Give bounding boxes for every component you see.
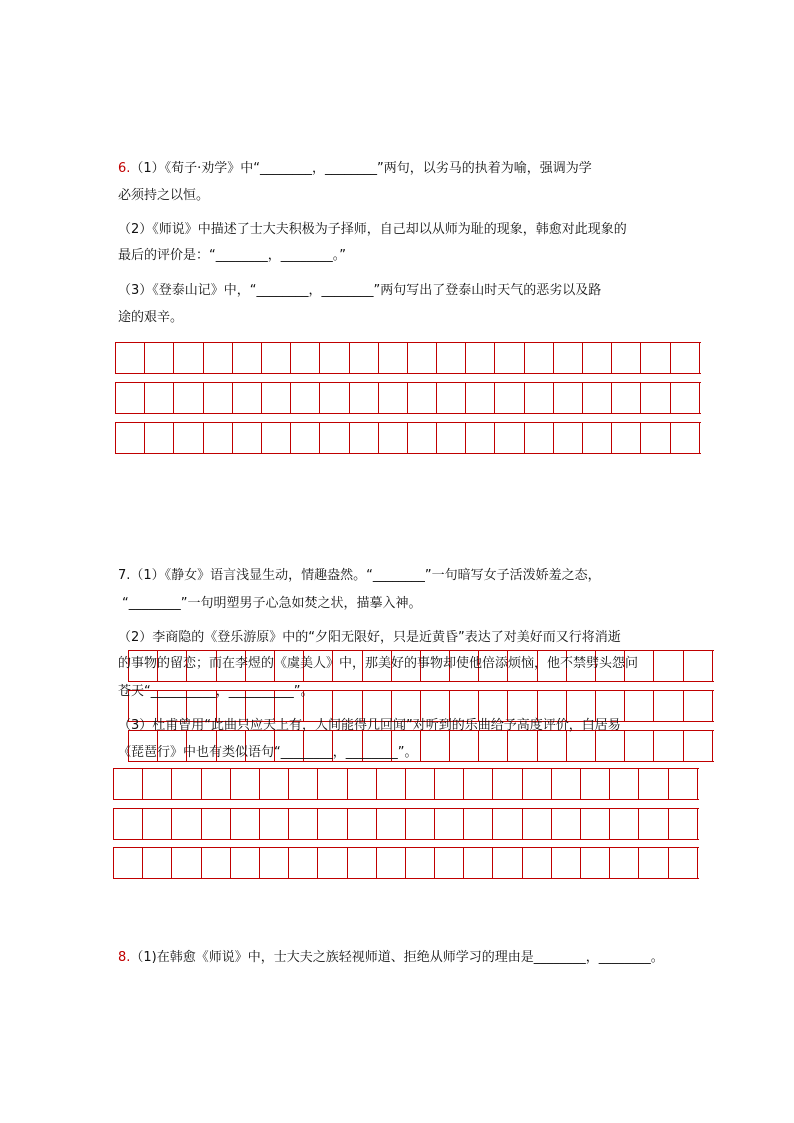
grid-cell[interactable] — [377, 809, 406, 839]
grid-cell[interactable] — [333, 691, 362, 721]
grid-cell[interactable] — [116, 343, 145, 373]
grid-cell[interactable] — [406, 769, 435, 799]
grid-cell[interactable] — [348, 809, 377, 839]
grid-cell[interactable] — [610, 769, 639, 799]
q6-line-6: 途的艰辛。 — [118, 310, 184, 325]
grid-cell[interactable] — [318, 848, 347, 878]
grid-cell[interactable] — [610, 809, 639, 839]
grid-cell[interactable] — [466, 343, 495, 373]
grid-cell[interactable] — [204, 383, 233, 413]
grid-cell[interactable] — [174, 423, 203, 453]
grid-cell[interactable] — [350, 423, 379, 453]
grid-cell[interactable] — [495, 343, 524, 373]
grid-cell[interactable] — [116, 383, 145, 413]
grid-cell[interactable] — [260, 809, 289, 839]
grid-cell[interactable] — [202, 809, 231, 839]
grid-cell[interactable] — [145, 343, 174, 373]
grid-cell[interactable] — [262, 383, 291, 413]
grid-cell[interactable] — [114, 848, 143, 878]
grid-cell[interactable] — [143, 848, 172, 878]
grid-cell[interactable] — [143, 769, 172, 799]
grid-cell[interactable] — [583, 383, 612, 413]
q6-line-5: （3）《登泰山记》中，“________，________”两句写出了登泰山时天气的恶劣以及路 — [118, 283, 602, 298]
grid-cell[interactable] — [523, 809, 552, 839]
q6-line-4: 最后的评价是：“________，________。” — [118, 248, 346, 263]
q7-line-7: 《琵琶行》中也有类似语句“________，________”。 — [118, 745, 418, 760]
q7-line-1: 7.（1）《静女》语言浅显生动，情趣盎然。“________”一句暗写女子活泼娇羞之态， — [118, 568, 601, 583]
grid-cell[interactable] — [318, 769, 347, 799]
grid-cell[interactable] — [639, 769, 668, 799]
q7-line-3: （2）李商隐的《登乐游原》中的“夕阳无限好，只是近黄昏”表达了对美好而又行将消逝 — [118, 630, 621, 645]
grid-cell[interactable] — [233, 383, 262, 413]
grid-cell[interactable] — [233, 423, 262, 453]
grid-cell[interactable] — [654, 731, 683, 761]
grid-cell[interactable] — [612, 383, 641, 413]
grid-cell[interactable] — [479, 731, 508, 761]
grid-cell[interactable] — [581, 848, 610, 878]
grid-cell[interactable] — [466, 423, 495, 453]
grid-cell[interactable] — [262, 423, 291, 453]
grid-cell[interactable] — [641, 423, 670, 453]
grid-cell[interactable] — [508, 691, 537, 721]
grid-cell[interactable] — [174, 383, 203, 413]
grid-cell[interactable] — [406, 809, 435, 839]
grid-cell[interactable] — [172, 848, 201, 878]
grid-cell[interactable] — [596, 691, 625, 721]
grid-cell[interactable] — [379, 343, 408, 373]
grid-cell[interactable] — [202, 769, 231, 799]
grid-cell[interactable] — [641, 383, 670, 413]
grid-cell[interactable] — [495, 383, 524, 413]
grid-cell[interactable] — [567, 731, 596, 761]
q6-line-1: 6.（1）《荀子·劝学》中“________，________”两句，以劣马的执着为喻，强调为学 — [118, 161, 592, 176]
grid-cell[interactable] — [408, 343, 437, 373]
grid-cell[interactable] — [495, 423, 524, 453]
q7-number: 7. — [118, 568, 131, 583]
answer-grid-row[interactable] — [115, 342, 701, 374]
grid-cell[interactable] — [464, 769, 493, 799]
answer-grid-row[interactable] — [113, 808, 699, 840]
q6-line-3: （2）《师说》中描述了士大夫积极为子择师，自己却以从师为耻的现象，韩愈对此现象的 — [118, 222, 627, 237]
grid-cell[interactable] — [479, 691, 508, 721]
grid-cell[interactable] — [464, 848, 493, 878]
grid-cell[interactable] — [684, 651, 713, 681]
grid-cell[interactable] — [450, 691, 479, 721]
grid-cell[interactable] — [172, 809, 201, 839]
grid-cell[interactable] — [538, 731, 567, 761]
grid-cell[interactable] — [318, 809, 347, 839]
answer-grid-row[interactable] — [113, 847, 699, 879]
grid-cell[interactable] — [348, 769, 377, 799]
grid-cell[interactable] — [291, 383, 320, 413]
grid-cell[interactable] — [145, 423, 174, 453]
grid-cell[interactable] — [525, 383, 554, 413]
grid-cell[interactable] — [639, 848, 668, 878]
grid-cell[interactable] — [639, 809, 668, 839]
grid-cell[interactable] — [596, 731, 625, 761]
grid-cell[interactable] — [204, 423, 233, 453]
grid-cell[interactable] — [610, 848, 639, 878]
grid-cell[interactable] — [143, 809, 172, 839]
grid-cell[interactable] — [538, 691, 567, 721]
grid-cell[interactable] — [174, 343, 203, 373]
grid-cell[interactable] — [377, 848, 406, 878]
grid-cell[interactable] — [406, 848, 435, 878]
grid-cell[interactable] — [552, 809, 581, 839]
grid-cell[interactable] — [641, 343, 670, 373]
q6-line-2: 必须持之以恒。 — [118, 188, 210, 203]
grid-cell[interactable] — [581, 809, 610, 839]
grid-cell[interactable] — [554, 343, 583, 373]
grid-cell[interactable] — [552, 769, 581, 799]
answer-grid-row[interactable] — [113, 768, 699, 800]
grid-cell[interactable] — [204, 343, 233, 373]
grid-cell[interactable] — [289, 769, 318, 799]
grid-cell[interactable] — [654, 691, 683, 721]
grid-cell[interactable] — [508, 731, 537, 761]
grid-cell[interactable] — [684, 731, 713, 761]
grid-cell[interactable] — [437, 383, 466, 413]
grid-cell[interactable] — [552, 848, 581, 878]
grid-cell[interactable] — [145, 383, 174, 413]
grid-cell[interactable] — [289, 809, 318, 839]
grid-cell[interactable] — [450, 731, 479, 761]
grid-cell[interactable] — [669, 809, 698, 839]
grid-cell[interactable] — [466, 383, 495, 413]
grid-cell[interactable] — [437, 423, 466, 453]
grid-cell[interactable] — [583, 343, 612, 373]
grid-cell[interactable] — [260, 769, 289, 799]
grid-cell[interactable] — [291, 343, 320, 373]
grid-cell[interactable] — [493, 848, 522, 878]
grid-cell[interactable] — [437, 343, 466, 373]
grid-cell[interactable] — [231, 809, 260, 839]
grid-cell[interactable] — [435, 769, 464, 799]
grid-cell[interactable] — [625, 691, 654, 721]
grid-cell[interactable] — [114, 769, 143, 799]
grid-cell[interactable] — [583, 423, 612, 453]
grid-cell[interactable] — [669, 769, 698, 799]
grid-cell[interactable] — [262, 343, 291, 373]
q7-line-4: 的事物的留恋；而在李煜的《虞美人》中，那美好的事物却使他倍添烦恼，他不禁劈头怨问 — [118, 656, 639, 671]
grid-cell[interactable] — [392, 691, 421, 721]
grid-cell[interactable] — [260, 848, 289, 878]
grid-cell[interactable] — [612, 343, 641, 373]
grid-cell[interactable] — [320, 423, 349, 453]
q8-line-1: 8.（1)在韩愈《师说》中，士大夫之族轻视师道、拒绝从师学习的理由是________，________。 — [118, 950, 664, 965]
q7-line-2: “________”一句明塑男子心急如焚之状，描摹入神。 — [122, 596, 422, 611]
grid-cell[interactable] — [671, 383, 700, 413]
answer-grid-row[interactable] — [115, 422, 701, 454]
grid-cell[interactable] — [421, 691, 450, 721]
grid-cell[interactable] — [231, 848, 260, 878]
grid-cell[interactable] — [114, 809, 143, 839]
grid-cell[interactable] — [684, 691, 713, 721]
grid-cell[interactable] — [379, 383, 408, 413]
grid-cell[interactable] — [348, 848, 377, 878]
grid-cell[interactable] — [523, 769, 552, 799]
grid-cell[interactable] — [671, 423, 700, 453]
grid-cell[interactable] — [525, 423, 554, 453]
grid-cell[interactable] — [435, 848, 464, 878]
grid-cell[interactable] — [493, 809, 522, 839]
grid-cell[interactable] — [554, 383, 583, 413]
q8-number: 8. — [118, 950, 131, 965]
grid-cell[interactable] — [377, 769, 406, 799]
grid-cell[interactable] — [669, 848, 698, 878]
grid-cell[interactable] — [291, 423, 320, 453]
q7-line-6: （3）杜甫曾用“此曲只应天上有，人间能得几回闻”对听到的乐曲给予高度评价，白居易 — [118, 718, 621, 733]
grid-cell[interactable] — [493, 769, 522, 799]
grid-cell[interactable] — [350, 343, 379, 373]
grid-cell[interactable] — [379, 423, 408, 453]
grid-cell[interactable] — [612, 423, 641, 453]
q7-line-5: 苍天“__________，__________”。 — [118, 684, 314, 699]
grid-cell[interactable] — [567, 691, 596, 721]
grid-cell[interactable] — [525, 343, 554, 373]
grid-cell[interactable] — [554, 423, 583, 453]
grid-cell[interactable] — [408, 423, 437, 453]
grid-cell[interactable] — [289, 848, 318, 878]
q6-number: 6. — [118, 161, 131, 176]
grid-cell[interactable] — [654, 651, 683, 681]
grid-cell[interactable] — [320, 343, 349, 373]
grid-cell[interactable] — [231, 769, 260, 799]
grid-cell[interactable] — [408, 383, 437, 413]
grid-cell[interactable] — [233, 343, 262, 373]
grid-cell[interactable] — [350, 383, 379, 413]
grid-cell[interactable] — [523, 848, 552, 878]
grid-cell[interactable] — [116, 423, 145, 453]
grid-cell[interactable] — [464, 809, 493, 839]
grid-cell[interactable] — [581, 769, 610, 799]
answer-grid-row[interactable] — [115, 382, 701, 414]
grid-cell[interactable] — [363, 691, 392, 721]
grid-cell[interactable] — [421, 731, 450, 761]
grid-cell[interactable] — [172, 769, 201, 799]
grid-cell[interactable] — [320, 383, 349, 413]
grid-cell[interactable] — [625, 731, 654, 761]
grid-cell[interactable] — [435, 809, 464, 839]
grid-cell[interactable] — [202, 848, 231, 878]
grid-cell[interactable] — [671, 343, 700, 373]
